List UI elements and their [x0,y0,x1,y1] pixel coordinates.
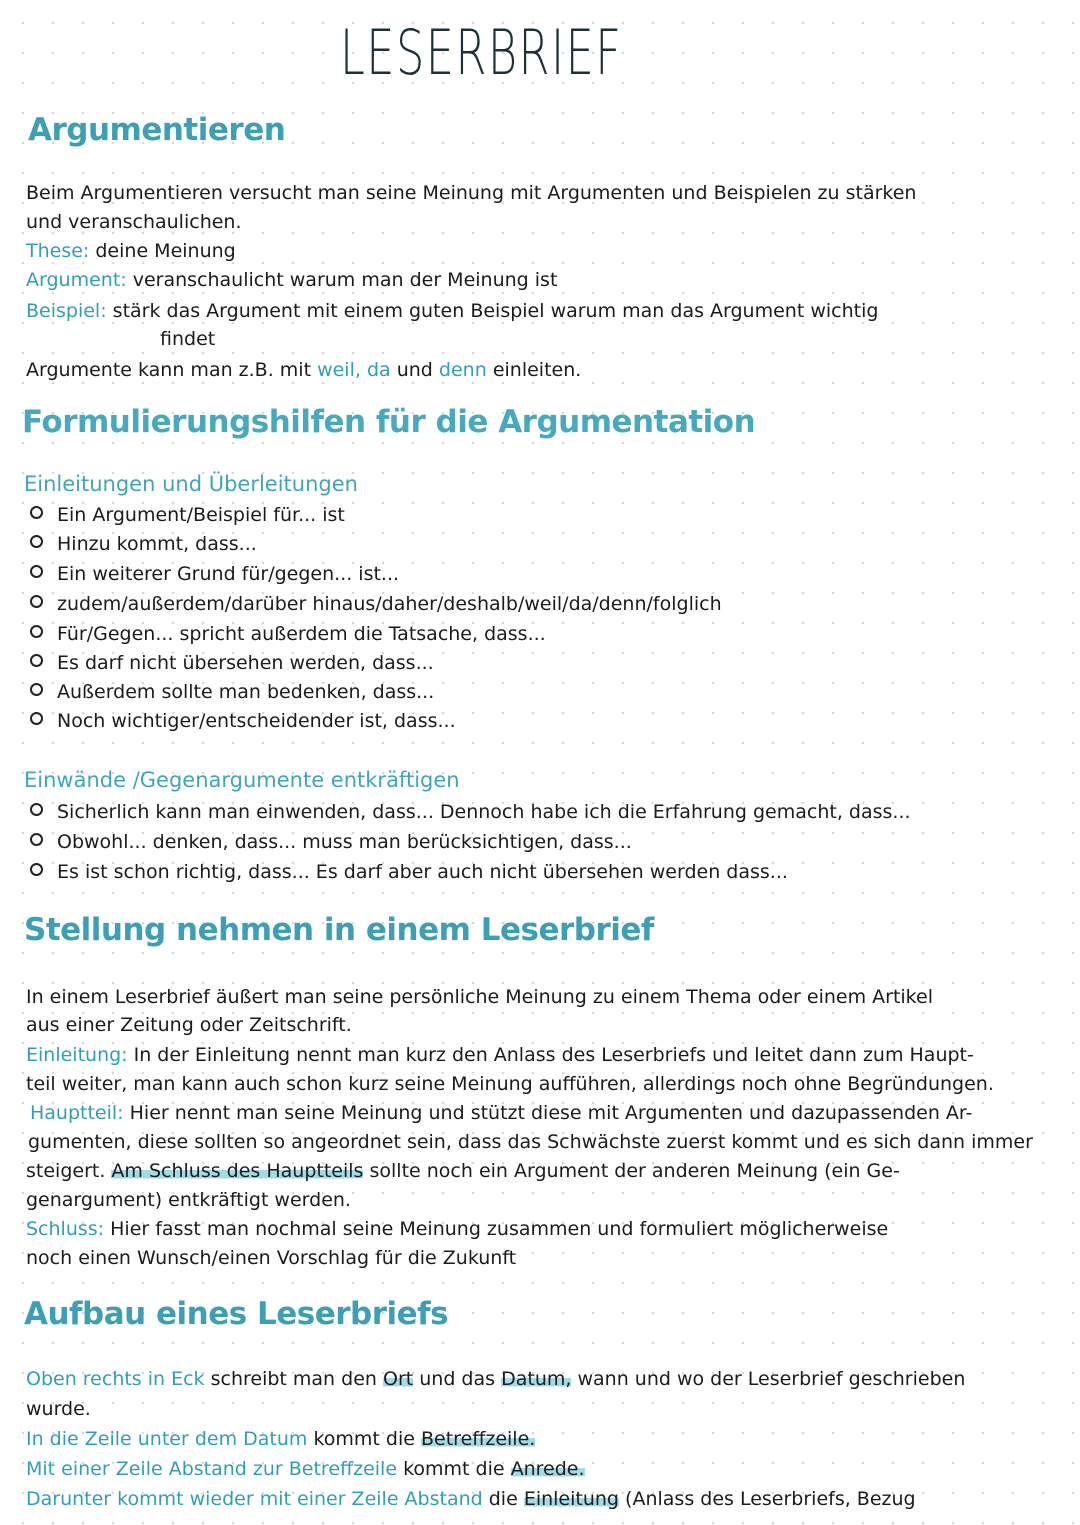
argumentieren-intro-line-2: und veranschaulichen. [26,211,242,233]
aufbau-line-3: In die Zeile unter dem Datum kommt die Betreffzeile. [26,1428,536,1450]
list-item: Es ist schon richtig, dass... Es darf aber auch nicht übersehen werden dass... [30,860,788,884]
subheading-einwaende: Einwände /Gegenargumente entkräftigen [24,768,460,792]
beispiel-text-line-2: findet [160,328,216,350]
beispiel-text: stärk das Argument mit einem guten Beispiel warum man das Argument wichtig [112,300,879,322]
stellung-paragraph-line-2: aus einer Zeitung oder Zeitschrift. [26,1014,352,1036]
aufbau-line-4: Mit einer Zeile Abstand zur Betreffzeile kommt die Anrede. [26,1458,585,1480]
heading-aufbau: Aufbau eines Leserbriefs [24,1296,449,1332]
heading-formulierungshilfen: Formulierungshilfen für die Argumentation [22,404,756,440]
schluss-text: Hier fasst man nochmal seine Meinung zusammen und formuliert möglicherweise [110,1218,889,1240]
schluss-label: Schluss: [26,1218,105,1240]
list-item: Ein weiterer Grund für/gegen... ist... [30,562,399,586]
highlight-betreffzeile: Betreffzeile. [421,1428,536,1450]
einleitung-description [26,1042,974,1068]
list-item: Außerdem sollte man bedenken, dass... [30,680,434,704]
connectors-end: einleiten. [492,359,582,381]
list-item: Sicherlich kann man einwenden, dass... Dennoch habe ich die Erfahrung gemacht, dass... [30,800,911,824]
connector-denn: denn [438,359,487,381]
einleitung-text-line-2: teil weiter, man kann auch schon kurz seine Meinung aufführen, allerdings noch ohne Begründungen. [26,1073,994,1095]
list-item: zudem/außerdem/darüber hinaus/daher/deshalb/weil/da/denn/folglich [30,592,722,616]
highlight-einleitung: Einleitung [523,1488,619,1510]
list-item: Obwohl... denken, dass... muss man berücksichtigen, dass... [30,830,632,854]
connectors-und: und [396,359,433,381]
connector-da: da [366,359,391,381]
hauptteil-label: Hauptteil: [30,1102,124,1124]
einleitung-label: Einleitung: [26,1044,128,1066]
connectors-intro: Argumente kann man z.B. mit [26,359,312,381]
highlight-anrede: Anrede. [510,1458,585,1480]
hauptteil-text: Hier nennt man seine Meinung und stützt diese mit Argumenten und dazupassenden Ar- [129,1102,973,1124]
these-label: These: [26,240,90,262]
argument-definition [26,267,557,293]
hauptteil-text-line-4: genargument) entkräftigt werden. [26,1189,351,1211]
hauptteil-description [30,1100,972,1126]
heading-stellung-nehmen: Stellung nehmen in einem Leserbrief [24,912,654,948]
highlight-am-schluss: Am Schluss des Hauptteils [111,1160,364,1182]
argument-connectors [26,357,581,383]
argument-label: Argument: [26,269,127,291]
list-item: Ein Argument/Beispiel für... ist [30,503,345,527]
argumentieren-intro-line-1: Beim Argumentieren versucht man seine Meinung mit Argumenten und Beispielen zu stärken [26,182,917,204]
aufbau-line-2: wurde. [26,1398,91,1420]
schluss-description [26,1216,888,1242]
connector-weil: weil, [317,359,361,381]
einleitung-text: In der Einleitung nennt man kurz den Anlass des Leserbriefs und leitet dann zum Haupt- [133,1044,974,1066]
list-item: Es darf nicht übersehen werden, dass... [30,651,434,675]
highlight-datum: Datum, [501,1368,572,1390]
argument-text: veranschaulicht warum man der Meinung ist [132,269,558,291]
list-item: Für/Gegen... spricht außerdem die Tatsache, dass... [30,622,546,646]
aufbau-line-1: Oben rechts in Eck schreibt man den Ort und das Datum, wann und wo der Leserbrief geschrieben [26,1368,966,1390]
list-item: Noch wichtiger/entscheidender ist, dass... [30,709,456,733]
aufbau-line-5: Darunter kommt wieder mit einer Zeile Abstand die Einleitung (Anlass des Leserbriefs, Bezug [26,1488,916,1510]
these-text: deine Meinung [95,240,236,262]
list-item: Hinzu kommt, dass... [30,532,257,556]
beispiel-definition [26,298,878,324]
highlight-ort: Ort [382,1368,414,1390]
these-definition [26,238,236,264]
hauptteil-text-line-3: steigert. Am Schluss des Hauptteils sollte noch ein Argument der anderen Meinung (ein Ge- [26,1160,900,1182]
hauptteil-text-line-2: gumenten, diese sollten so angeordnet sein, dass das Schwächste zuerst kommt und es sich dann immer [28,1131,1033,1153]
beispiel-label: Beispiel: [26,300,107,322]
stellung-paragraph-line-1: In einem Leserbrief äußert man seine persönliche Meinung zu einem Thema oder einem Artikel [26,986,933,1008]
page-title: LESERBRIEF [340,16,623,89]
schluss-text-line-2: noch einen Wunsch/einen Vorschlag für die Zukunft [26,1247,517,1269]
heading-argumentieren: Argumentieren [28,112,286,148]
subheading-einleitungen: Einleitungen und Überleitungen [24,472,358,496]
